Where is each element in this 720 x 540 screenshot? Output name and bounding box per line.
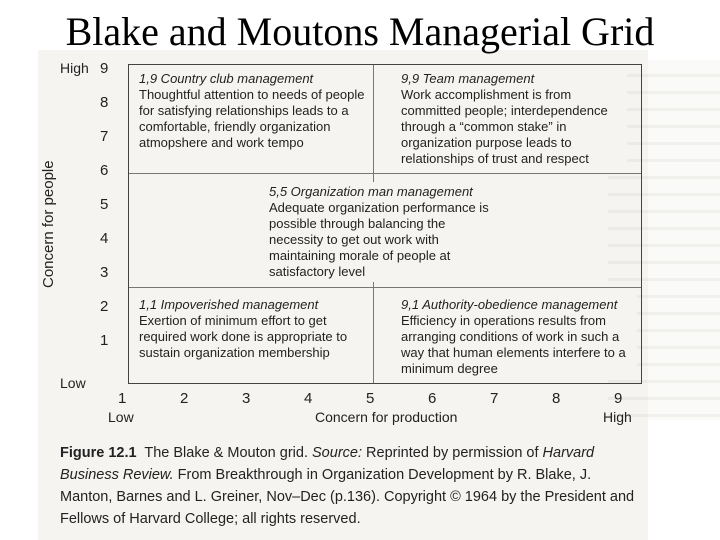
y-tick-label: 2 — [100, 298, 109, 315]
x-tick-label: 5 — [366, 390, 375, 407]
y-tick-label: 8 — [100, 94, 109, 111]
x-tick-label: 8 — [552, 390, 561, 407]
cell-description: Efficiency in operations results from arranging conditions of work in such a way that human elements interfere to a minimum degree — [401, 313, 626, 376]
managerial-grid — [128, 64, 642, 384]
cell-title: 1,1 Impoverished management — [139, 297, 319, 312]
x-tick-label: 1 — [118, 390, 127, 407]
cell-impoverished — [135, 295, 369, 363]
y-tick-label: 7 — [100, 128, 109, 145]
caption-journal: Harvard Business Review. — [60, 445, 595, 483]
y-tick-label: 5 — [100, 196, 109, 213]
cell-description: Thoughtful attention to needs of people for satisfying relationships leads to a comfortable, friendly organization atmopshere and work tempo — [139, 87, 365, 150]
grid-horizontal-divider-bottom — [129, 287, 641, 288]
cell-title: 5,5 Organization man management — [269, 184, 473, 199]
slide-title: Blake and Moutons Managerial Grid — [65, 9, 655, 54]
caption-text-b: Reprinted by permission of — [366, 445, 539, 461]
caption-source-label: Source: — [312, 445, 362, 461]
y-axis-high-label: High — [60, 60, 89, 76]
cell-team — [397, 69, 627, 169]
x-axis-label: Concern for production — [315, 409, 458, 425]
y-axis-label: Concern for people — [40, 160, 57, 288]
caption-figure-number: Figure 12.1 — [60, 445, 137, 461]
cell-description: Work accomplishment is from committed people; interdependence through a “common stake” in organization purpose leads to relationships of trust and respect — [401, 87, 608, 166]
y-axis-low-label: Low — [60, 375, 86, 391]
cell-title: 1,9 Country club management — [139, 71, 314, 86]
x-tick-label: 2 — [180, 390, 189, 407]
x-tick-label: 6 — [428, 390, 437, 407]
x-axis-low-label: Low — [108, 409, 134, 425]
x-tick-label: 9 — [614, 390, 623, 407]
y-tick-label: 9 — [100, 60, 109, 77]
x-tick-label: 7 — [490, 390, 499, 407]
x-tick-label: 4 — [304, 390, 313, 407]
cell-description: Adequate organization performance is possible through balancing the necessity to get out work with maintaining morale of people at satisfactory level — [269, 200, 489, 279]
cell-title: 9,9 Team management — [401, 71, 535, 86]
cell-authority — [397, 295, 637, 379]
cell-middle — [265, 182, 503, 282]
y-tick-label: 1 — [100, 332, 109, 349]
cell-country-club — [135, 69, 369, 153]
x-axis-high-label: High — [603, 409, 632, 425]
caption-text-c: From Breakthrough in Organization Development by R. Blake, J. Manton, Barnes and L. Greiner, Nov–Dec (p.136). Copyright © 1964 by the President and Fellows of Harvard College; all rights reserved. — [60, 467, 635, 527]
grid-horizontal-divider-top — [129, 173, 641, 174]
cell-description: Exertion of minimum effort to get required work done is appropriate to sustain organization membership — [139, 313, 348, 360]
y-tick-label: 4 — [100, 230, 109, 247]
figure-caption — [60, 442, 645, 530]
caption-text-a: The Blake & Mouton grid. — [144, 445, 308, 461]
x-tick-label: 3 — [242, 390, 251, 407]
y-tick-label: 6 — [100, 162, 109, 179]
y-tick-label: 3 — [100, 264, 109, 281]
cell-title: 9,1 Authority-obedience management — [401, 297, 618, 312]
